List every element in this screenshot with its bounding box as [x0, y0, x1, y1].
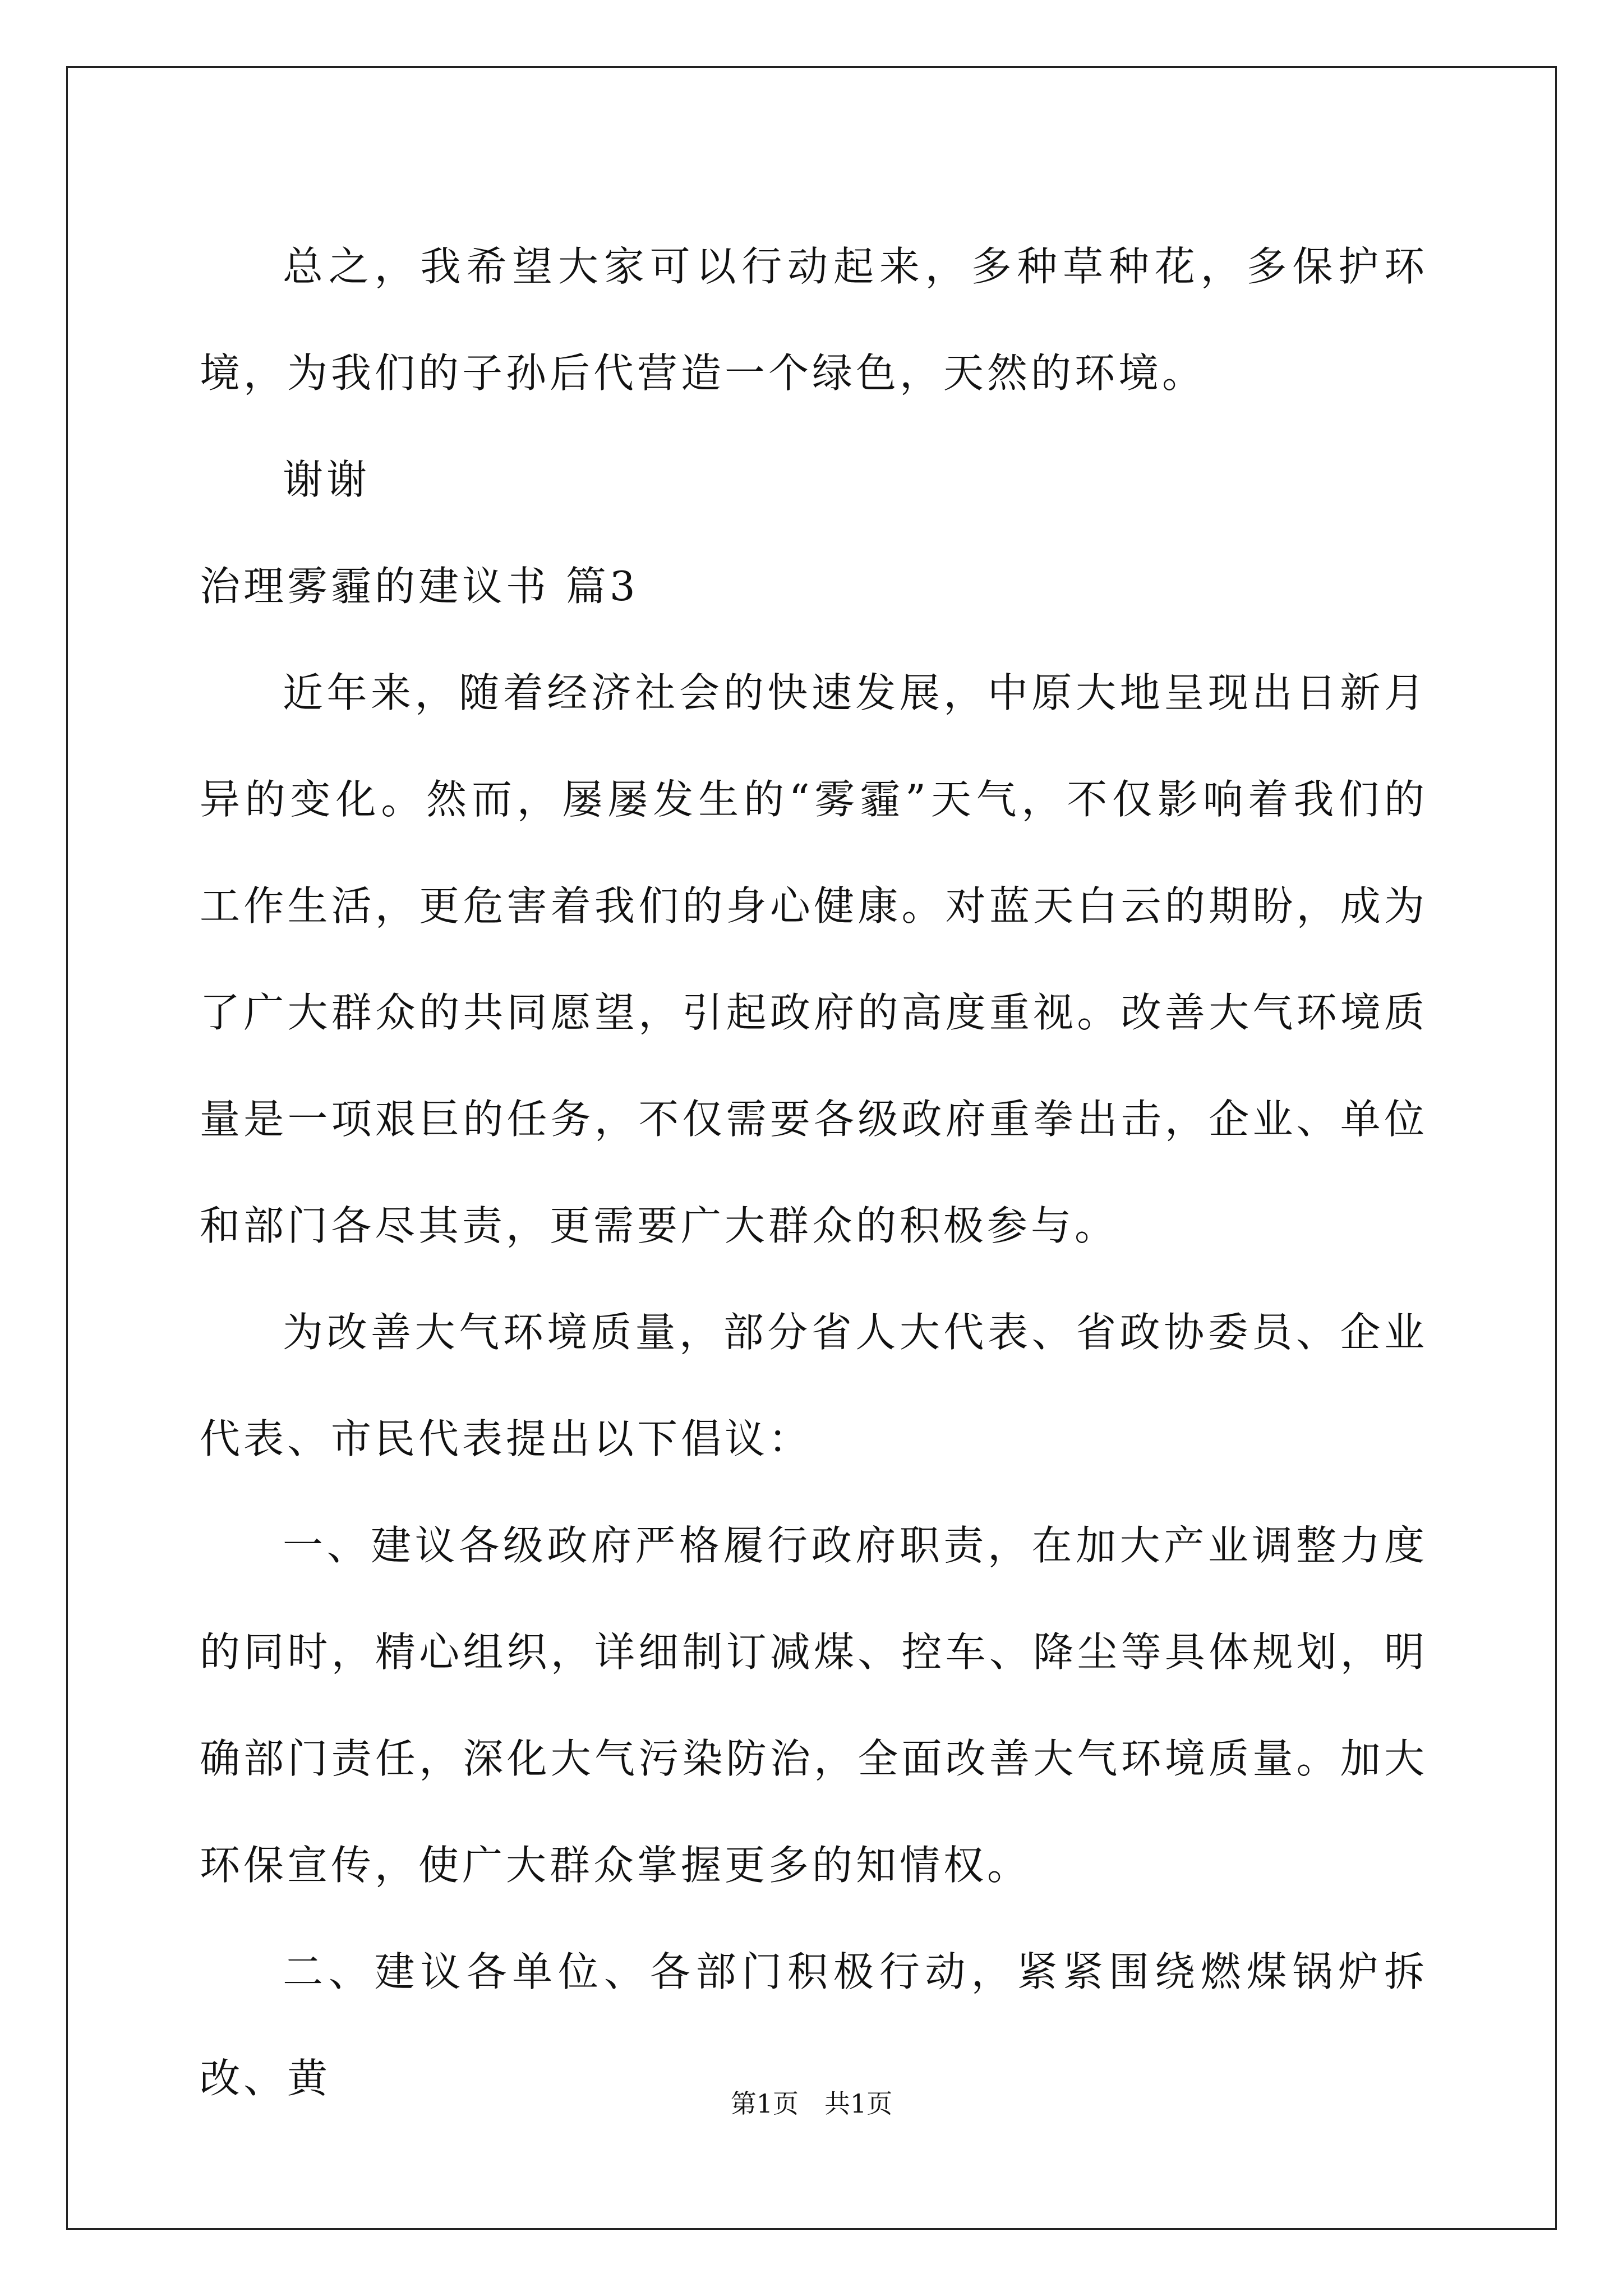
paragraph-conclusion: 总之，我希望大家可以行动起来，多种草种花，多保护环境，为我们的子孙后代营造一个绿色，天然的环境。 — [200, 243, 1428, 397]
paragraph-proposal-two: 二、建议各单位、各部门积极行动，紧紧围绕燃煤锅炉拆改、黄 — [200, 1948, 1428, 2102]
section-heading: 治理雾霾的建议书 篇3 — [200, 563, 639, 610]
paragraph-proposal-lead: 为改善大气环境质量，部分省人大代表、省政协委员、企业代表、市民代表提出以下倡议： — [200, 1309, 1428, 1462]
paragraph-proposal-one: 一、建议各级政府严格履行政府职责，在加大产业调整力度的同时，精心组织，详细制订减煤、控车、降尘等具体规划，明确部门责任，深化大气污染防治，全面改善大气环境质量。加大环保宣传，使广大群众掌握更多的知情权。 — [200, 1522, 1428, 1889]
paragraph-intro: 近年来，随着经济社会的快速发展，中原大地呈现出日新月异的变化。然而，屡屡发生的“雾霾”天气，不仅影响着我们的工作生活，更危害着我们的身心健康。对蓝天白云的期盼，成为了广大群众的共同愿望，引起政府的高度重视。改善大气环境质量是一项艰巨的任务，不仅需要各级政府重拳出击，企业、单位和部门各尽其责，更需要广大群众的积极参与。 — [200, 669, 1428, 1249]
page-footer: 第1页 共1页 — [730, 2088, 893, 2119]
document-body — [200, 213, 1428, 2132]
paragraph-thanks: 谢谢 — [283, 456, 371, 503]
